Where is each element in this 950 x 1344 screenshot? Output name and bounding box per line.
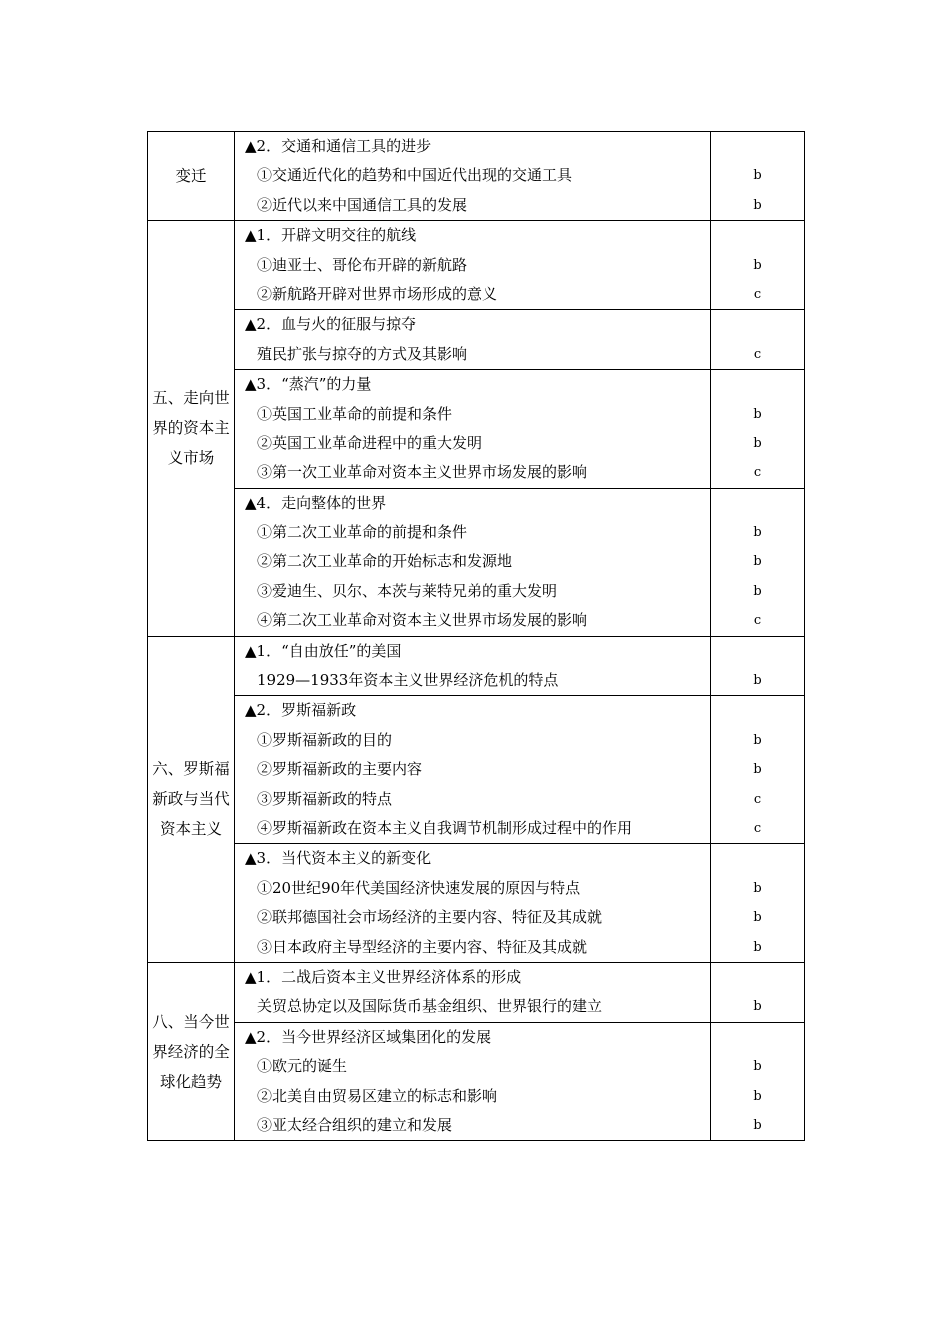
topic-row	[148, 132, 805, 221]
requirement-level: b	[753, 880, 762, 896]
topic-row	[148, 370, 805, 489]
topic-heading: ▲2．当今世界经济区域集团化的发展	[245, 1027, 492, 1046]
topic-levels	[711, 844, 805, 963]
topic-item: ②罗斯福新政的主要内容	[257, 760, 423, 779]
topic-heading: ▲3．“蒸汽”的力量	[245, 375, 372, 394]
topic-heading: ▲2．罗斯福新政	[245, 701, 357, 720]
requirement-level: b	[753, 583, 762, 599]
curriculum-table-body	[148, 132, 805, 1141]
topic-row	[148, 1022, 805, 1141]
topic-item: ②第二次工业革命的开始标志和发源地	[257, 552, 513, 571]
requirement-level: c	[753, 465, 762, 481]
requirement-level: b	[753, 197, 762, 213]
topic-content	[235, 370, 711, 489]
topic-item: ②新航路开辟对世界市场形成的意义	[257, 284, 498, 303]
topic-row	[148, 844, 805, 963]
topic-item: ②英国工业革命进程中的重大发明	[257, 433, 483, 452]
topic-item: ③亚太经合组织的建立和发展	[257, 1115, 453, 1134]
topic-levels	[711, 221, 805, 310]
topic-content	[235, 1022, 711, 1141]
topic-item: ④第二次工业革命对资本主义世界市场发展的影响	[257, 611, 588, 630]
topic-content	[235, 636, 711, 696]
topic-content	[235, 696, 711, 844]
curriculum-document	[147, 131, 803, 1141]
topic-row	[148, 488, 805, 636]
topic-content	[235, 844, 711, 963]
topic-heading: ▲2．血与火的征服与掠夺	[245, 315, 417, 334]
topic-row	[148, 221, 805, 310]
topic-item: ①英国工业革命的前提和条件	[257, 404, 453, 423]
requirement-level: c	[753, 613, 762, 629]
topic-item: ①罗斯福新政的目的	[257, 730, 393, 749]
topic-row	[148, 696, 805, 844]
requirement-level: b	[753, 1117, 762, 1133]
requirement-level: c	[753, 346, 762, 362]
topic-content	[235, 962, 711, 1022]
topic-content	[235, 488, 711, 636]
requirement-level: b	[753, 435, 762, 451]
topic-heading: ▲2．交通和通信工具的进步	[245, 137, 432, 155]
requirement-level: b	[753, 257, 762, 273]
topic-item: ①第二次工业革命的前提和条件	[257, 523, 468, 542]
topic-heading: ▲1．开辟文明交往的航线	[245, 226, 417, 245]
topic-item: 1929—1933年资本主义世界经济危机的特点	[257, 671, 559, 690]
topic-item: 殖民扩张与掠夺的方式及其影响	[257, 344, 468, 363]
topic-content	[235, 132, 711, 221]
topic-item: ②联邦德国社会市场经济的主要内容、特征及其成就	[257, 908, 603, 927]
requirement-level: b	[753, 673, 762, 689]
requirement-level: b	[753, 554, 762, 570]
topic-row	[148, 962, 805, 1022]
topic-item: ①20世纪90年代美国经济快速发展的原因与特点	[257, 878, 581, 897]
requirement-level: b	[753, 168, 762, 184]
requirement-level: b	[753, 762, 762, 778]
topic-item: ③爱迪生、贝尔、本茨与莱特兄弟的重大发明	[257, 581, 558, 600]
topic-levels	[711, 310, 805, 370]
topic-content	[235, 221, 711, 310]
requirement-level: c	[753, 791, 762, 807]
topic-levels	[711, 1022, 805, 1141]
topic-heading: ▲4．走向整体的世界	[245, 493, 387, 512]
topic-heading: ▲1．二战后资本主义世界经济体系的形成	[245, 967, 522, 986]
topic-item: ③第一次工业革命对资本主义世界市场发展的影响	[257, 463, 588, 482]
requirement-level: b	[753, 732, 762, 748]
topic-heading: ▲1．“自由放任”的美国	[245, 641, 402, 660]
topic-item: ②北美自由贸易区建立的标志和影响	[257, 1086, 498, 1105]
topic-item: ③罗斯福新政的特点	[257, 789, 393, 808]
topic-levels	[711, 696, 805, 844]
topic-item: ①迪亚士、哥伦布开辟的新航路	[257, 255, 468, 274]
unit-title: 变迁	[148, 132, 235, 221]
requirement-level: b	[753, 525, 762, 541]
topic-content	[235, 310, 711, 370]
unit-title: 六、罗斯福新政与当代资本主义	[148, 636, 235, 962]
topic-heading: ▲3．当代资本主义的新变化	[245, 849, 432, 868]
topic-item: ④罗斯福新政在资本主义自我调节机制形成过程中的作用	[257, 818, 633, 837]
requirement-level: b	[753, 910, 762, 926]
topic-item: ①欧元的诞生	[257, 1057, 348, 1076]
requirement-level: b	[753, 406, 762, 422]
topic-levels	[711, 962, 805, 1022]
topic-item: ②近代以来中国通信工具的发展	[257, 195, 468, 214]
topic-row	[148, 636, 805, 696]
topic-levels	[711, 132, 805, 221]
requirement-level: b	[753, 1088, 762, 1104]
topic-item: ③日本政府主导型经济的主要内容、特征及其成就	[257, 937, 588, 956]
requirement-level: b	[753, 939, 762, 955]
topic-item: 关贸总协定以及国际货币基金组织、世界银行的建立	[257, 997, 603, 1016]
curriculum-table	[147, 131, 805, 1141]
requirement-level: b	[753, 1059, 762, 1075]
unit-title: 五、走向世界的资本主义市场	[148, 221, 235, 636]
requirement-level: c	[753, 820, 762, 836]
unit-title: 八、当今世界经济的全球化趋势	[148, 962, 235, 1140]
requirement-level: b	[753, 999, 762, 1015]
topic-levels	[711, 488, 805, 636]
requirement-level: c	[753, 286, 762, 302]
topic-item: ①交通近代化的趋势和中国近代出现的交通工具	[257, 166, 573, 185]
topic-levels	[711, 370, 805, 489]
topic-row	[148, 310, 805, 370]
topic-levels	[711, 636, 805, 696]
